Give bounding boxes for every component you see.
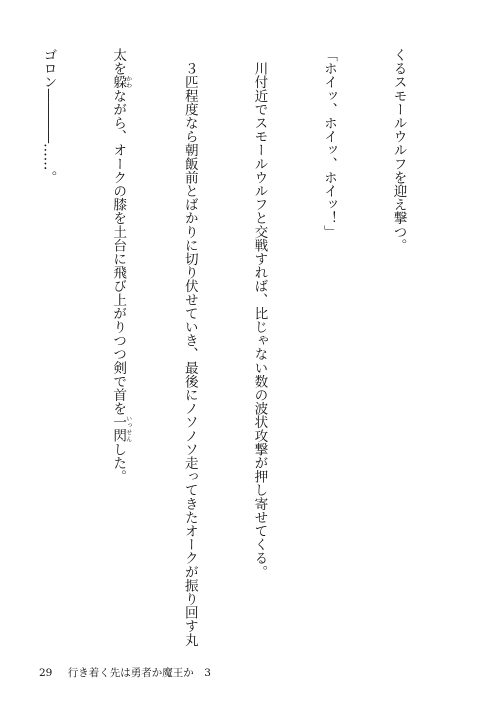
ruby-reading: かわ xyxy=(124,75,132,89)
text-line-3: 川付近でスモールウルフと交戦すれば、比じゃない数の波状攻撃が押し寄せてくる。 xyxy=(251,48,268,579)
ruby-base: 躱 xyxy=(110,75,127,89)
text-line-2: 「ホイッ、ホイッ、ホイッ！」 xyxy=(320,48,337,239)
ruby-base: 一閃 xyxy=(110,415,127,443)
ruby-kawa xyxy=(110,75,132,89)
vertical-text-body xyxy=(26,48,456,648)
text-line-1: くるスモールウルフを迎え撃つ。 xyxy=(390,48,407,252)
page-footer xyxy=(39,665,211,680)
text-line-6: ゴロン――――……。 xyxy=(40,48,57,184)
text-line-5 xyxy=(106,48,131,648)
text-segment: 太を xyxy=(110,48,127,76)
book-title: 行き着く先は勇者か魔王か 3 xyxy=(67,667,211,679)
text-segment: した。 xyxy=(110,442,127,484)
ruby-issen xyxy=(110,415,132,443)
ruby-reading: いっせん xyxy=(124,415,132,443)
page-number: 29 xyxy=(39,667,53,679)
text-segment: ながら、オークの膝を土台に飛び上がりつつ剣で首を xyxy=(110,88,127,416)
text-line-4: ３匹程度なら朝飯前とばかりに切り伏せていき、最後にノソノソ走ってきたオークが振り回す丸 xyxy=(181,48,198,647)
